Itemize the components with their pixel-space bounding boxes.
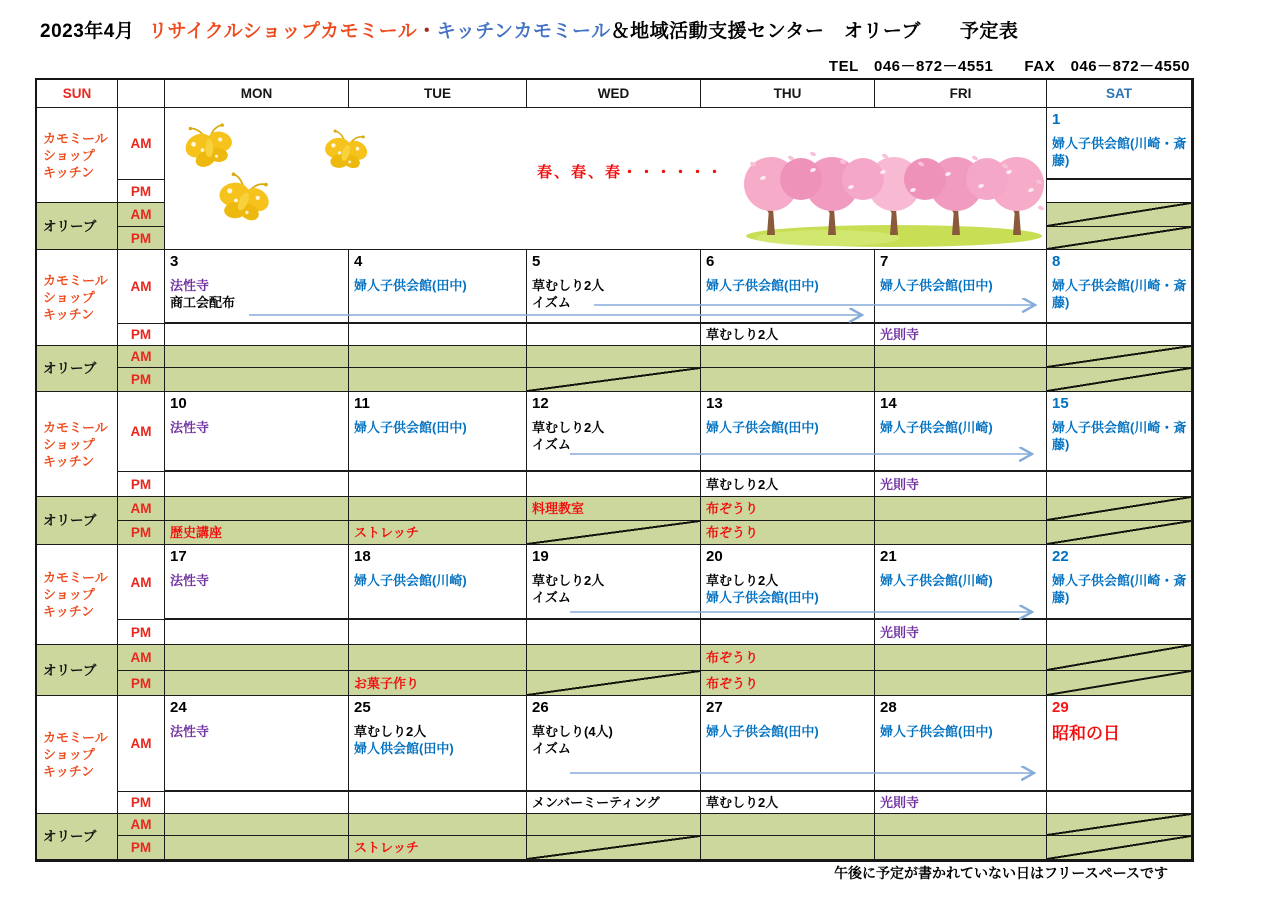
event-text: 草むしり2人 (706, 573, 779, 588)
event-text: 料理教室 (532, 501, 585, 516)
olive-mon-am-cell (165, 346, 349, 368)
cherry-blossom-trees-illustration (743, 152, 1045, 248)
olive-mon-pm-cell (165, 521, 349, 545)
olive-fri-pm-cell (875, 671, 1047, 696)
olive-sat-am-cell (1047, 346, 1192, 368)
event-text: 草むしり2人 (706, 476, 779, 492)
olive-tue-am-cell (349, 645, 527, 671)
event-text: 草むしり2人 (532, 420, 605, 435)
header-mon: MON (165, 80, 349, 108)
day-21-am-cell (875, 545, 1047, 620)
am-label: AM (118, 392, 165, 472)
event-text: 光則寺 (880, 624, 920, 640)
olive-sat-pm-cell (1047, 521, 1192, 545)
row-label-olive: オリーブ (37, 814, 118, 860)
olive-pm-label: PM (118, 836, 165, 860)
day-20-pm-cell (701, 620, 875, 645)
day-6-pm-cell (701, 324, 875, 346)
pm-label: PM (118, 620, 165, 645)
day-17-pm-cell (165, 620, 349, 645)
day-3-pm-cell (165, 324, 349, 346)
olive-wed-pm-cell (527, 671, 701, 696)
olive-mon-am-cell (165, 814, 349, 836)
olive-wed-pm-cell (527, 368, 701, 392)
page-title (40, 16, 1018, 43)
event-text: 婦人子供会館(田中) (880, 724, 993, 739)
event-text: 法性寺 (170, 724, 210, 739)
day-15-pm-cell (1047, 472, 1192, 497)
day-1-pm-cell (1047, 180, 1192, 203)
contact-info: TEL 046－872－4551 FAX 046－872－4550 (828, 58, 1190, 75)
day-4-pm-cell (349, 324, 527, 346)
day-12-am-cell (527, 392, 701, 472)
olive-thu-pm-cell (701, 836, 875, 860)
olive-sat-pm-cell (1047, 227, 1192, 250)
day-number: 12 (532, 395, 549, 412)
day-number: 5 (532, 253, 541, 270)
day-22-am-cell (1047, 545, 1192, 620)
olive-fri-am-cell (875, 645, 1047, 671)
day-number: 1 (1052, 111, 1061, 128)
olive-tue-am-cell (349, 346, 527, 368)
event-text: 法性寺 (170, 573, 210, 588)
day-10-am-cell (165, 392, 349, 472)
day-12-pm-cell (527, 472, 701, 497)
header-sun: SUN (37, 80, 118, 108)
day-28-pm-cell (875, 792, 1047, 814)
day-number: 22 (1052, 548, 1069, 565)
title-shop-name: リサイクルショップカモミール (148, 21, 418, 42)
footnote: 午後に予定が書かれていない日はフリースペースです (833, 865, 1168, 881)
day-18-am-cell (349, 545, 527, 620)
olive-am-label: AM (118, 645, 165, 671)
olive-pm-label: PM (118, 671, 165, 696)
day-22-pm-cell (1047, 620, 1192, 645)
day-4-am-cell (349, 250, 527, 324)
day-27-pm-cell (701, 792, 875, 814)
event-text: 昭和の日 (1052, 724, 1120, 743)
am-label: AM (118, 696, 165, 792)
day-7-pm-cell (875, 324, 1047, 346)
event-text: 歴史講座 (170, 525, 223, 540)
event-text: ストレッチ (354, 840, 419, 855)
event-text: イズム (532, 437, 571, 452)
olive-mon-pm-cell (165, 368, 349, 392)
pm-label: PM (118, 324, 165, 346)
title-separator: ・ (417, 21, 437, 42)
day-number: 27 (706, 699, 723, 716)
olive-thu-am-cell (701, 346, 875, 368)
day-24-am-cell (165, 696, 349, 792)
day-19-am-cell (527, 545, 701, 620)
event-text: 布ぞうり (706, 650, 759, 665)
event-text: イズム (532, 295, 571, 310)
header-thu: THU (701, 80, 875, 108)
event-text: 婦人子供会館(田中) (354, 420, 467, 435)
event-text: 草むしり2人 (706, 327, 779, 342)
day-25-pm-cell (349, 792, 527, 814)
event-text: 婦人子供会館(田中) (880, 278, 993, 293)
day-8-am-cell (1047, 250, 1192, 324)
day-29-am-cell (1047, 696, 1192, 792)
spring-text: 春、春、春・・・・・・ (537, 164, 725, 181)
olive-sat-am-cell (1047, 645, 1192, 671)
day-21-pm-cell (875, 620, 1047, 645)
day-number: 28 (880, 699, 897, 716)
row-label-kamomiru: カモミール ショップ キッチン (37, 108, 118, 203)
olive-thu-am-cell (701, 645, 875, 671)
event-text: 婦人子供会館(川崎・斎藤) (1052, 573, 1187, 605)
day-number: 24 (170, 699, 187, 716)
am-label: AM (118, 545, 165, 620)
title-month: 2023年4月 (40, 21, 135, 42)
title-rest: ＆地域活動支援センター オリーブ 予定表 (610, 21, 1019, 42)
event-text: 布ぞうり (706, 525, 759, 540)
day-number: 8 (1052, 253, 1061, 270)
calendar-grid (35, 78, 1194, 862)
day-28-am-cell (875, 696, 1047, 792)
row-label-olive: オリーブ (37, 203, 118, 250)
olive-am-label: AM (118, 497, 165, 521)
day-number: 3 (170, 253, 179, 270)
day-13-am-cell (701, 392, 875, 472)
day-10-pm-cell (165, 472, 349, 497)
event-text: 草むしり(4人) (532, 724, 613, 739)
olive-thu-pm-cell (701, 368, 875, 392)
olive-fri-pm-cell (875, 521, 1047, 545)
olive-am-label: AM (118, 346, 165, 368)
day-number: 21 (880, 548, 897, 565)
olive-tue-am-cell (349, 814, 527, 836)
olive-sat-am-cell (1047, 497, 1192, 521)
olive-tue-am-cell (349, 497, 527, 521)
day-number: 7 (880, 253, 889, 270)
event-text: メンバーミーティング (532, 795, 660, 810)
event-text: 草むしり2人 (354, 724, 427, 739)
pm-label: PM (118, 472, 165, 497)
event-text: 草むしり2人 (706, 795, 779, 810)
day-26-pm-cell (527, 792, 701, 814)
day-3-am-cell (165, 250, 349, 324)
event-text: 婦人子供会館(田中) (706, 590, 819, 605)
header-fri: FRI (875, 80, 1047, 108)
olive-fri-am-cell (875, 346, 1047, 368)
olive-mon-pm-cell (165, 836, 349, 860)
event-text: 光則寺 (880, 327, 920, 342)
event-text: 婦人子供会館(川崎・斎藤) (1052, 136, 1187, 168)
header-sat: SAT (1047, 80, 1192, 108)
row-label-olive: オリーブ (37, 497, 118, 545)
day-14-pm-cell (875, 472, 1047, 497)
day-number: 26 (532, 699, 549, 716)
event-text: 婦人子供会館(川崎) (354, 573, 467, 588)
event-text: 婦人子供会館(田中) (706, 724, 819, 739)
event-text: 婦人子供会館(田中) (706, 420, 819, 435)
event-text: 光則寺 (880, 476, 920, 492)
olive-mon-am-cell (165, 497, 349, 521)
olive-tue-pm-cell (349, 836, 527, 860)
olive-wed-am-cell (527, 346, 701, 368)
day-11-am-cell (349, 392, 527, 472)
event-text: 婦人子供会館(川崎・斎藤) (1052, 420, 1187, 452)
day-7-am-cell (875, 250, 1047, 324)
event-text: ストレッチ (354, 525, 419, 540)
olive-wed-am-cell (527, 497, 701, 521)
day-15-am-cell (1047, 392, 1192, 472)
am-label: AM (118, 250, 165, 324)
olive-sat-am-cell (1047, 814, 1192, 836)
pm-label: PM (118, 792, 165, 814)
event-text: イズム (532, 741, 571, 756)
event-text: イズム (532, 590, 571, 605)
day-18-pm-cell (349, 620, 527, 645)
olive-wed-pm-cell (527, 521, 701, 545)
olive-tue-pm-cell (349, 671, 527, 696)
olive-tue-pm-cell (349, 521, 527, 545)
day-number: 14 (880, 395, 897, 412)
day-14-am-cell (875, 392, 1047, 472)
event-text: 婦人子供会館(川崎) (880, 573, 993, 588)
olive-thu-am-cell (701, 814, 875, 836)
day-11-pm-cell (349, 472, 527, 497)
olive-sat-pm-cell (1047, 368, 1192, 392)
day-number: 4 (354, 253, 363, 270)
day-5-am-cell (527, 250, 701, 324)
day-number: 29 (1052, 699, 1069, 716)
event-text: 婦人子供会館(田中) (354, 278, 467, 293)
olive-sat-pm-cell (1047, 836, 1192, 860)
day-26-am-cell (527, 696, 701, 792)
day-number: 13 (706, 395, 723, 412)
day-8-pm-cell (1047, 324, 1192, 346)
olive-wed-am-cell (527, 814, 701, 836)
olive-fri-am-cell (875, 497, 1047, 521)
day-number: 11 (354, 395, 370, 412)
day-number: 15 (1052, 395, 1069, 412)
event-text: 婦人子供会館(川崎・斎藤) (1052, 278, 1187, 310)
day-20-am-cell (701, 545, 875, 620)
row-label-olive: オリーブ (37, 346, 118, 392)
olive-am-label: AM (118, 203, 165, 227)
day-19-pm-cell (527, 620, 701, 645)
title-kitchen-name: キッチンカモミール (436, 21, 611, 42)
event-text: 商工会配布 (170, 295, 236, 310)
day-27-am-cell (701, 696, 875, 792)
olive-pm-label: PM (118, 368, 165, 392)
event-text: 法性寺 (170, 278, 210, 293)
day-17-am-cell (165, 545, 349, 620)
event-text: 婦人供会館(田中) (354, 741, 454, 756)
am-label: AM (118, 108, 165, 180)
olive-am-label: AM (118, 814, 165, 836)
olive-mon-am-cell (165, 645, 349, 671)
spring-decor-cell (165, 108, 1047, 250)
event-text: お菓子作り (354, 675, 420, 691)
olive-thu-am-cell (701, 497, 875, 521)
olive-wed-am-cell (527, 645, 701, 671)
day-13-pm-cell (701, 472, 875, 497)
event-text: 法性寺 (170, 420, 210, 435)
day-25-am-cell (349, 696, 527, 792)
event-text: 草むしり2人 (532, 573, 605, 588)
event-text: 光則寺 (880, 795, 920, 810)
day-number: 6 (706, 253, 715, 270)
row-label-kamomiru: カモミール ショップ キッチン (37, 392, 118, 497)
olive-pm-label: PM (118, 227, 165, 250)
day-6-am-cell (701, 250, 875, 324)
header-tue: TUE (349, 80, 527, 108)
olive-thu-pm-cell (701, 521, 875, 545)
olive-tue-pm-cell (349, 368, 527, 392)
header-blank (118, 80, 165, 108)
olive-mon-pm-cell (165, 671, 349, 696)
row-label-olive: オリーブ (37, 645, 118, 696)
day-number: 20 (706, 548, 723, 565)
olive-fri-pm-cell (875, 836, 1047, 860)
header-wed: WED (527, 80, 701, 108)
day-24-pm-cell (165, 792, 349, 814)
row-label-kamomiru: カモミール ショップ キッチン (37, 696, 118, 814)
event-text: 布ぞうり (706, 501, 759, 516)
day-number: 17 (170, 548, 187, 565)
event-text: 草むしり2人 (532, 278, 605, 293)
day-number: 10 (170, 395, 187, 412)
row-label-kamomiru: カモミール ショップ キッチン (37, 545, 118, 645)
day-1-am-cell (1047, 108, 1192, 180)
day-number: 19 (532, 548, 549, 565)
day-5-pm-cell (527, 324, 701, 346)
olive-sat-am-cell (1047, 203, 1192, 227)
olive-thu-pm-cell (701, 671, 875, 696)
day-29-pm-cell (1047, 792, 1192, 814)
olive-fri-am-cell (875, 814, 1047, 836)
olive-sat-pm-cell (1047, 671, 1192, 696)
event-text: 婦人子供会館(田中) (706, 278, 819, 293)
day-number: 25 (354, 699, 371, 716)
olive-pm-label: PM (118, 521, 165, 545)
butterfly-icon (207, 164, 284, 235)
olive-fri-pm-cell (875, 368, 1047, 392)
event-text: 婦人子供会館(川崎) (880, 420, 993, 435)
day-number: 18 (354, 548, 371, 565)
pm-label: PM (118, 180, 165, 203)
butterfly-icon (316, 124, 377, 179)
event-text: 布ぞうり (706, 675, 759, 691)
olive-wed-pm-cell (527, 836, 701, 860)
row-label-kamomiru: カモミール ショップ キッチン (37, 250, 118, 346)
